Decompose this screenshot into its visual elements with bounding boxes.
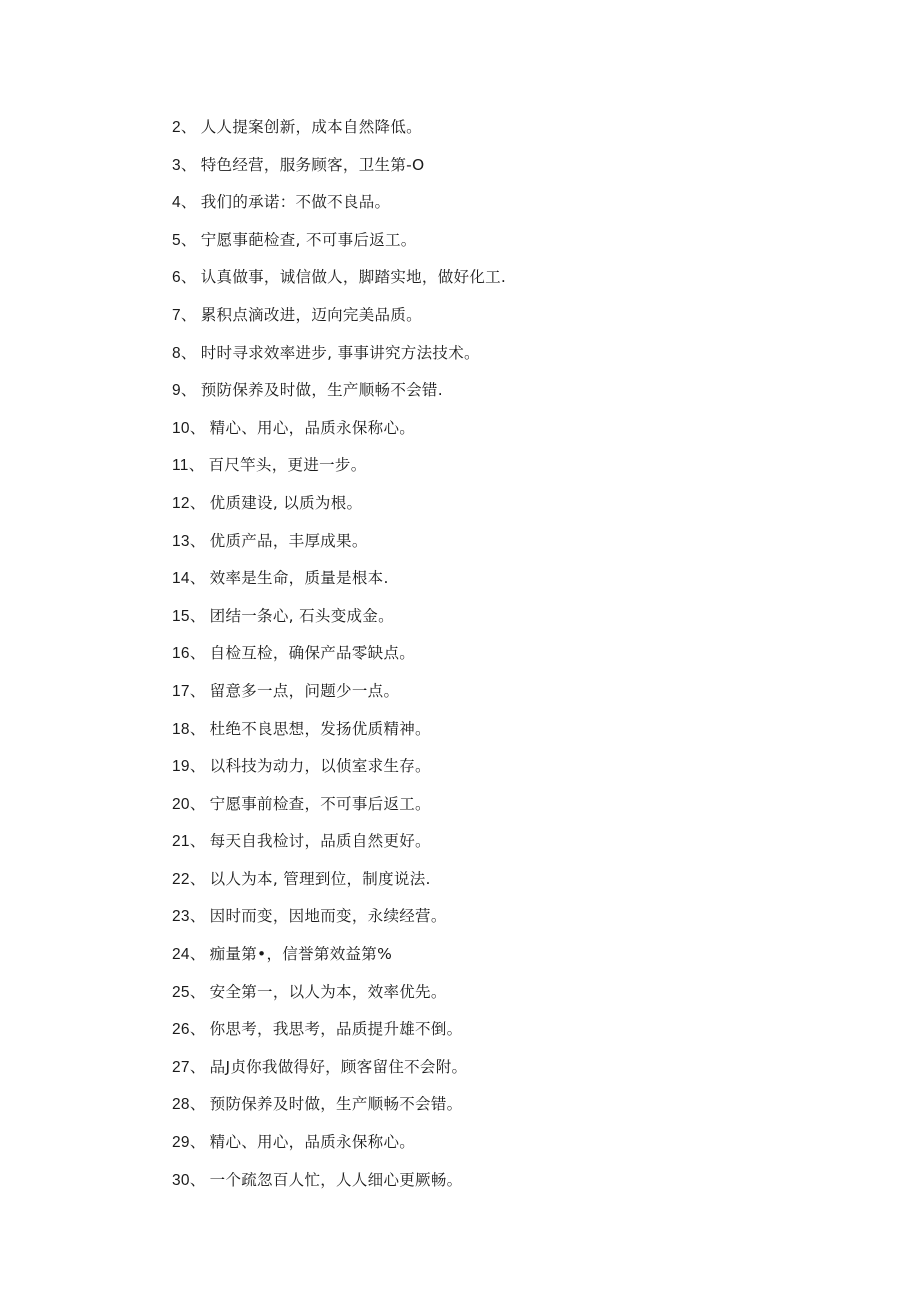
slogan-text: 累积点滴改进，迈向完美品质。 xyxy=(200,305,422,324)
slogan-separator: 、 xyxy=(189,681,206,700)
slogan-item xyxy=(172,563,506,601)
slogan-number: 30 xyxy=(172,1171,190,1189)
slogan-item xyxy=(172,601,506,639)
slogan-text: 特色经营，服务顾客，卫生第-O xyxy=(200,155,425,174)
slogan-item xyxy=(172,150,506,188)
slogan-item xyxy=(172,1089,506,1127)
slogan-separator: 、 xyxy=(180,268,197,287)
slogan-text: 优质产品，丰厚成果。 xyxy=(209,531,368,550)
slogan-separator: 、 xyxy=(189,418,206,437)
slogan-number: 12 xyxy=(172,494,190,512)
slogan-separator: 、 xyxy=(189,569,206,588)
slogan-text: 时时寻求效率进步, 事事讲究方法技术。 xyxy=(200,343,480,362)
slogan-separator: 、 xyxy=(189,757,206,776)
slogan-item xyxy=(172,1014,506,1052)
slogan-text: 精心、用心，品质永保称心。 xyxy=(209,418,416,437)
slogan-separator: 、 xyxy=(180,381,197,400)
slogan-separator: 、 xyxy=(189,907,206,926)
slogan-separator: 、 xyxy=(180,118,197,136)
slogan-separator: 、 xyxy=(189,1057,206,1076)
slogan-text: 预防保养及时做，生产顺畅不会错。 xyxy=(209,1095,463,1114)
slogan-number: 20 xyxy=(172,795,190,813)
slogan-text: 认真做事，诚信做人，脚踏实地，做好化工. xyxy=(200,268,507,287)
slogan-number: 4 xyxy=(172,194,181,212)
slogan-text: 宁愿事葩检查, 不可事后返工。 xyxy=(200,230,417,249)
slogan-separator: 、 xyxy=(189,832,206,851)
slogan-item xyxy=(172,450,506,488)
slogan-item xyxy=(172,826,506,864)
slogan-item xyxy=(172,262,506,300)
slogan-separator: 、 xyxy=(189,1170,206,1189)
slogan-item xyxy=(172,187,506,225)
slogan-number: 6 xyxy=(172,269,181,287)
slogan-item xyxy=(172,338,506,376)
slogan-item xyxy=(172,1165,506,1203)
slogan-number: 14 xyxy=(172,570,190,588)
slogan-number: 23 xyxy=(172,908,190,926)
slogan-number: 27 xyxy=(172,1058,190,1076)
slogan-separator: 、 xyxy=(189,982,206,1001)
slogan-text: 以人为本, 管理到位，制度说法. xyxy=(209,869,431,888)
slogan-number: 21 xyxy=(172,833,190,851)
slogan-text: 宁愿事前检查，不可事后返工。 xyxy=(209,794,431,813)
slogan-number: 2 xyxy=(172,119,181,136)
slogan-text: 百尺竿头，更进一步。 xyxy=(208,456,367,475)
slogan-number: 11 xyxy=(172,457,189,475)
slogan-item xyxy=(172,112,506,150)
slogan-text: 以科技为动力，以侦室求生存。 xyxy=(209,757,431,776)
slogan-text: 精心、用心，品质永保称心。 xyxy=(209,1133,416,1152)
slogan-text: 我们的承诺：不做不良品。 xyxy=(200,193,391,212)
slogan-text: 人人提案创新，成本自然降低。 xyxy=(200,118,422,136)
slogan-item xyxy=(172,488,506,526)
slogan-separator: 、 xyxy=(189,644,206,663)
slogan-text: 优质建设, 以质为根。 xyxy=(209,493,363,512)
slogan-item xyxy=(172,526,506,564)
slogan-number: 5 xyxy=(172,231,181,249)
slogan-text: 因时而变，因地而变，永续经营。 xyxy=(209,907,447,926)
slogan-text: 品J贞你我做得好，顾客留住不会附。 xyxy=(209,1057,468,1076)
slogan-separator: 、 xyxy=(189,869,206,888)
slogan-number: 19 xyxy=(172,758,190,776)
slogan-separator: 、 xyxy=(180,230,197,249)
slogan-item xyxy=(172,225,506,263)
slogan-number: 25 xyxy=(172,983,190,1001)
slogan-separator: 、 xyxy=(180,343,197,362)
slogan-separator: 、 xyxy=(189,1020,206,1039)
slogan-item xyxy=(172,1127,506,1165)
slogan-separator: 、 xyxy=(180,193,197,212)
slogan-item xyxy=(172,375,506,413)
slogan-separator: 、 xyxy=(189,1095,206,1114)
slogan-text: 一个疏忽百人忙，人人细心更厥畅。 xyxy=(209,1170,463,1189)
slogan-number: 9 xyxy=(172,382,181,400)
slogan-item xyxy=(172,676,506,714)
slogan-number: 17 xyxy=(172,682,190,700)
slogan-text: 预防保养及时做，生产顺畅不会错. xyxy=(200,381,443,400)
slogan-number: 15 xyxy=(172,607,190,625)
slogan-number: 28 xyxy=(172,1096,190,1114)
slogan-item xyxy=(172,300,506,338)
slogan-separator: 、 xyxy=(189,719,206,738)
slogan-separator: 、 xyxy=(189,1133,206,1152)
slogan-text: 效率是生命，质量是根本. xyxy=(209,569,389,588)
slogan-item xyxy=(172,714,506,752)
slogan-number: 18 xyxy=(172,720,190,738)
slogan-number: 10 xyxy=(172,419,190,437)
slogan-item xyxy=(172,638,506,676)
slogan-text: 安全第一，以人为本，效率优先。 xyxy=(209,982,447,1001)
slogan-separator: 、 xyxy=(180,155,197,174)
slogan-list xyxy=(172,112,506,1202)
slogan-item xyxy=(172,901,506,939)
slogan-item xyxy=(172,1052,506,1090)
slogan-separator: 、 xyxy=(189,945,206,964)
slogan-text: 留意多一点，问题少一点。 xyxy=(209,681,400,700)
slogan-number: 13 xyxy=(172,532,190,550)
slogan-number: 7 xyxy=(172,306,181,324)
slogan-item xyxy=(172,864,506,902)
slogan-text: 你思考，我思考，品质提升雄不倒。 xyxy=(209,1020,463,1039)
slogan-text: 团结一条心, 石头变成金。 xyxy=(209,606,394,625)
slogan-separator: 、 xyxy=(189,794,206,813)
slogan-item xyxy=(172,939,506,977)
slogan-separator: 、 xyxy=(189,531,206,550)
slogan-item xyxy=(172,413,506,451)
slogan-separator: 、 xyxy=(180,305,197,324)
slogan-number: 22 xyxy=(172,870,190,888)
slogan-number: 24 xyxy=(172,946,190,964)
slogan-text: 每天自我检讨，品质自然更好。 xyxy=(209,832,431,851)
slogan-item xyxy=(172,789,506,827)
slogan-text: 痂量第•，信誉第效益第% xyxy=(209,945,393,964)
slogan-separator: 、 xyxy=(188,456,205,475)
slogan-number: 26 xyxy=(172,1021,190,1039)
slogan-number: 8 xyxy=(172,344,181,362)
slogan-separator: 、 xyxy=(189,493,206,512)
slogan-text: 杜绝不良思想，发扬优质精神。 xyxy=(209,719,431,738)
slogan-number: 3 xyxy=(172,156,181,174)
slogan-number: 16 xyxy=(172,645,190,663)
slogan-separator: 、 xyxy=(189,606,206,625)
slogan-text: 自检互检，确保产品零缺点。 xyxy=(209,644,416,663)
slogan-item xyxy=(172,977,506,1015)
slogan-item xyxy=(172,751,506,789)
slogan-number: 29 xyxy=(172,1134,190,1152)
